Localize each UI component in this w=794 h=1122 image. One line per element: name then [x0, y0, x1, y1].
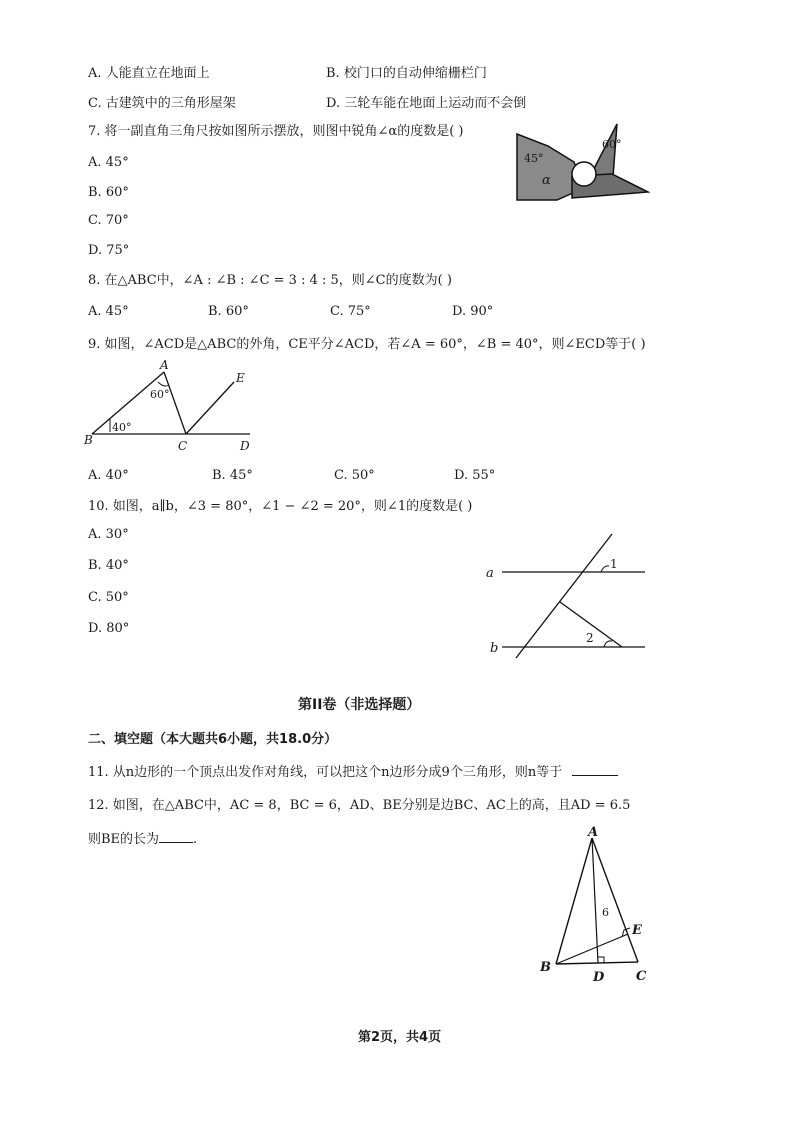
page-number: 第2页，共4页 — [358, 1030, 442, 1045]
q7-stem: 7. 将一副直角三角尺按如图所示摆放，则图中锐角∠α的度数是( ) — [88, 124, 464, 139]
q6-option-c: C. 古建筑中的三角形屋架 — [88, 96, 236, 111]
q9-label-c: C — [178, 439, 188, 453]
q9-label-b: B — [84, 433, 93, 447]
q10-option-d: D. 80° — [88, 621, 130, 636]
q10-stem: 10. 如图，a∥b，∠3 = 80°，∠1 − ∠2 = 20°，则∠1的度数是( ) — [88, 499, 473, 514]
q11-stem — [88, 763, 618, 781]
q12-answer-blank[interactable] — [159, 830, 193, 843]
q10-figure-parallel-lines — [480, 530, 650, 660]
q6-option-b: B. 校门口的自动伸缩栅栏门 — [326, 66, 487, 81]
q12-label-b: B — [540, 960, 551, 975]
q7-option-b: B. 60° — [88, 185, 129, 200]
q11-stem-text: 11. 从n边形的一个顶点出发作对角线，可以把这个n边形分成9个三角形，则n等于 — [88, 765, 563, 780]
q12-label-e: E — [632, 923, 642, 938]
part-title: 二、填空题（本大题共6小题，共18.0分） — [88, 732, 338, 747]
q8-option-d: D. 90° — [452, 304, 494, 319]
q12-label-a: A — [588, 825, 599, 840]
q9-label-angle-b: 40° — [112, 421, 132, 434]
q12-label-c: C — [636, 969, 647, 984]
q10-option-a: A. 30° — [88, 527, 129, 542]
q9-label-angle-a: 60° — [150, 388, 170, 401]
q9-option-a: A. 40° — [88, 468, 129, 483]
q7-label-60: 60° — [602, 138, 622, 151]
q7-label-45: 45° — [524, 152, 544, 165]
q12-stem-line2 — [88, 830, 197, 848]
q7-option-d: D. 75° — [88, 243, 130, 258]
q7-option-a: A. 45° — [88, 155, 129, 170]
q9-label-a: A — [160, 358, 169, 372]
q9-label-e: E — [236, 371, 245, 385]
q7-label-alpha: α — [542, 173, 551, 188]
q9-option-d: D. 55° — [454, 468, 496, 483]
q8-option-c: C. 75° — [330, 304, 371, 319]
q7-option-c: C. 70° — [88, 213, 129, 228]
q8-stem: 8. 在△ABC中，∠A : ∠B : ∠C = 3 : 4 : 5，则∠C的度数为( ) — [88, 273, 452, 288]
q10-option-c: C. 50° — [88, 590, 129, 605]
q12-stem-text: 则BE的长为 — [88, 832, 160, 847]
q12-stem-period: . — [193, 832, 198, 847]
q10-label-b: b — [490, 641, 499, 656]
q10-label-a: a — [486, 566, 494, 581]
q7-figure-set-squares — [512, 118, 654, 204]
q6-option-d: D. 三轮车能在地面上运动而不会倒 — [326, 96, 527, 111]
q9-option-c: C. 50° — [334, 468, 375, 483]
q10-option-b: B. 40° — [88, 558, 129, 573]
q6-option-a: A. 人能直立在地面上 — [88, 66, 210, 81]
q10-label-angle-1: 1 — [610, 557, 618, 571]
q12-stem-line1: 12. 如图，在△ABC中，AC = 8，BC = 6，AD、BE分别是边BC、AC上的高，且AD = 6.5 — [88, 798, 631, 813]
q9-figure-triangle — [82, 356, 262, 456]
q8-option-b: B. 60° — [208, 304, 249, 319]
section-title: 第II卷（非选择题） — [298, 697, 421, 713]
q12-label-6: 6 — [602, 906, 609, 919]
q9-stem: 9. 如图，∠ACD是△ABC的外角，CE平分∠ACD，若∠A = 60°，∠B = 40°，则∠ECD等于( ) — [88, 337, 646, 352]
q12-label-d: D — [593, 970, 605, 985]
q8-option-a: A. 45° — [88, 304, 129, 319]
q11-answer-blank[interactable] — [572, 763, 618, 776]
q10-label-angle-2: 2 — [586, 631, 594, 645]
q12-figure-triangle — [536, 824, 666, 990]
q9-label-d: D — [240, 439, 250, 453]
q9-option-b: B. 45° — [212, 468, 253, 483]
